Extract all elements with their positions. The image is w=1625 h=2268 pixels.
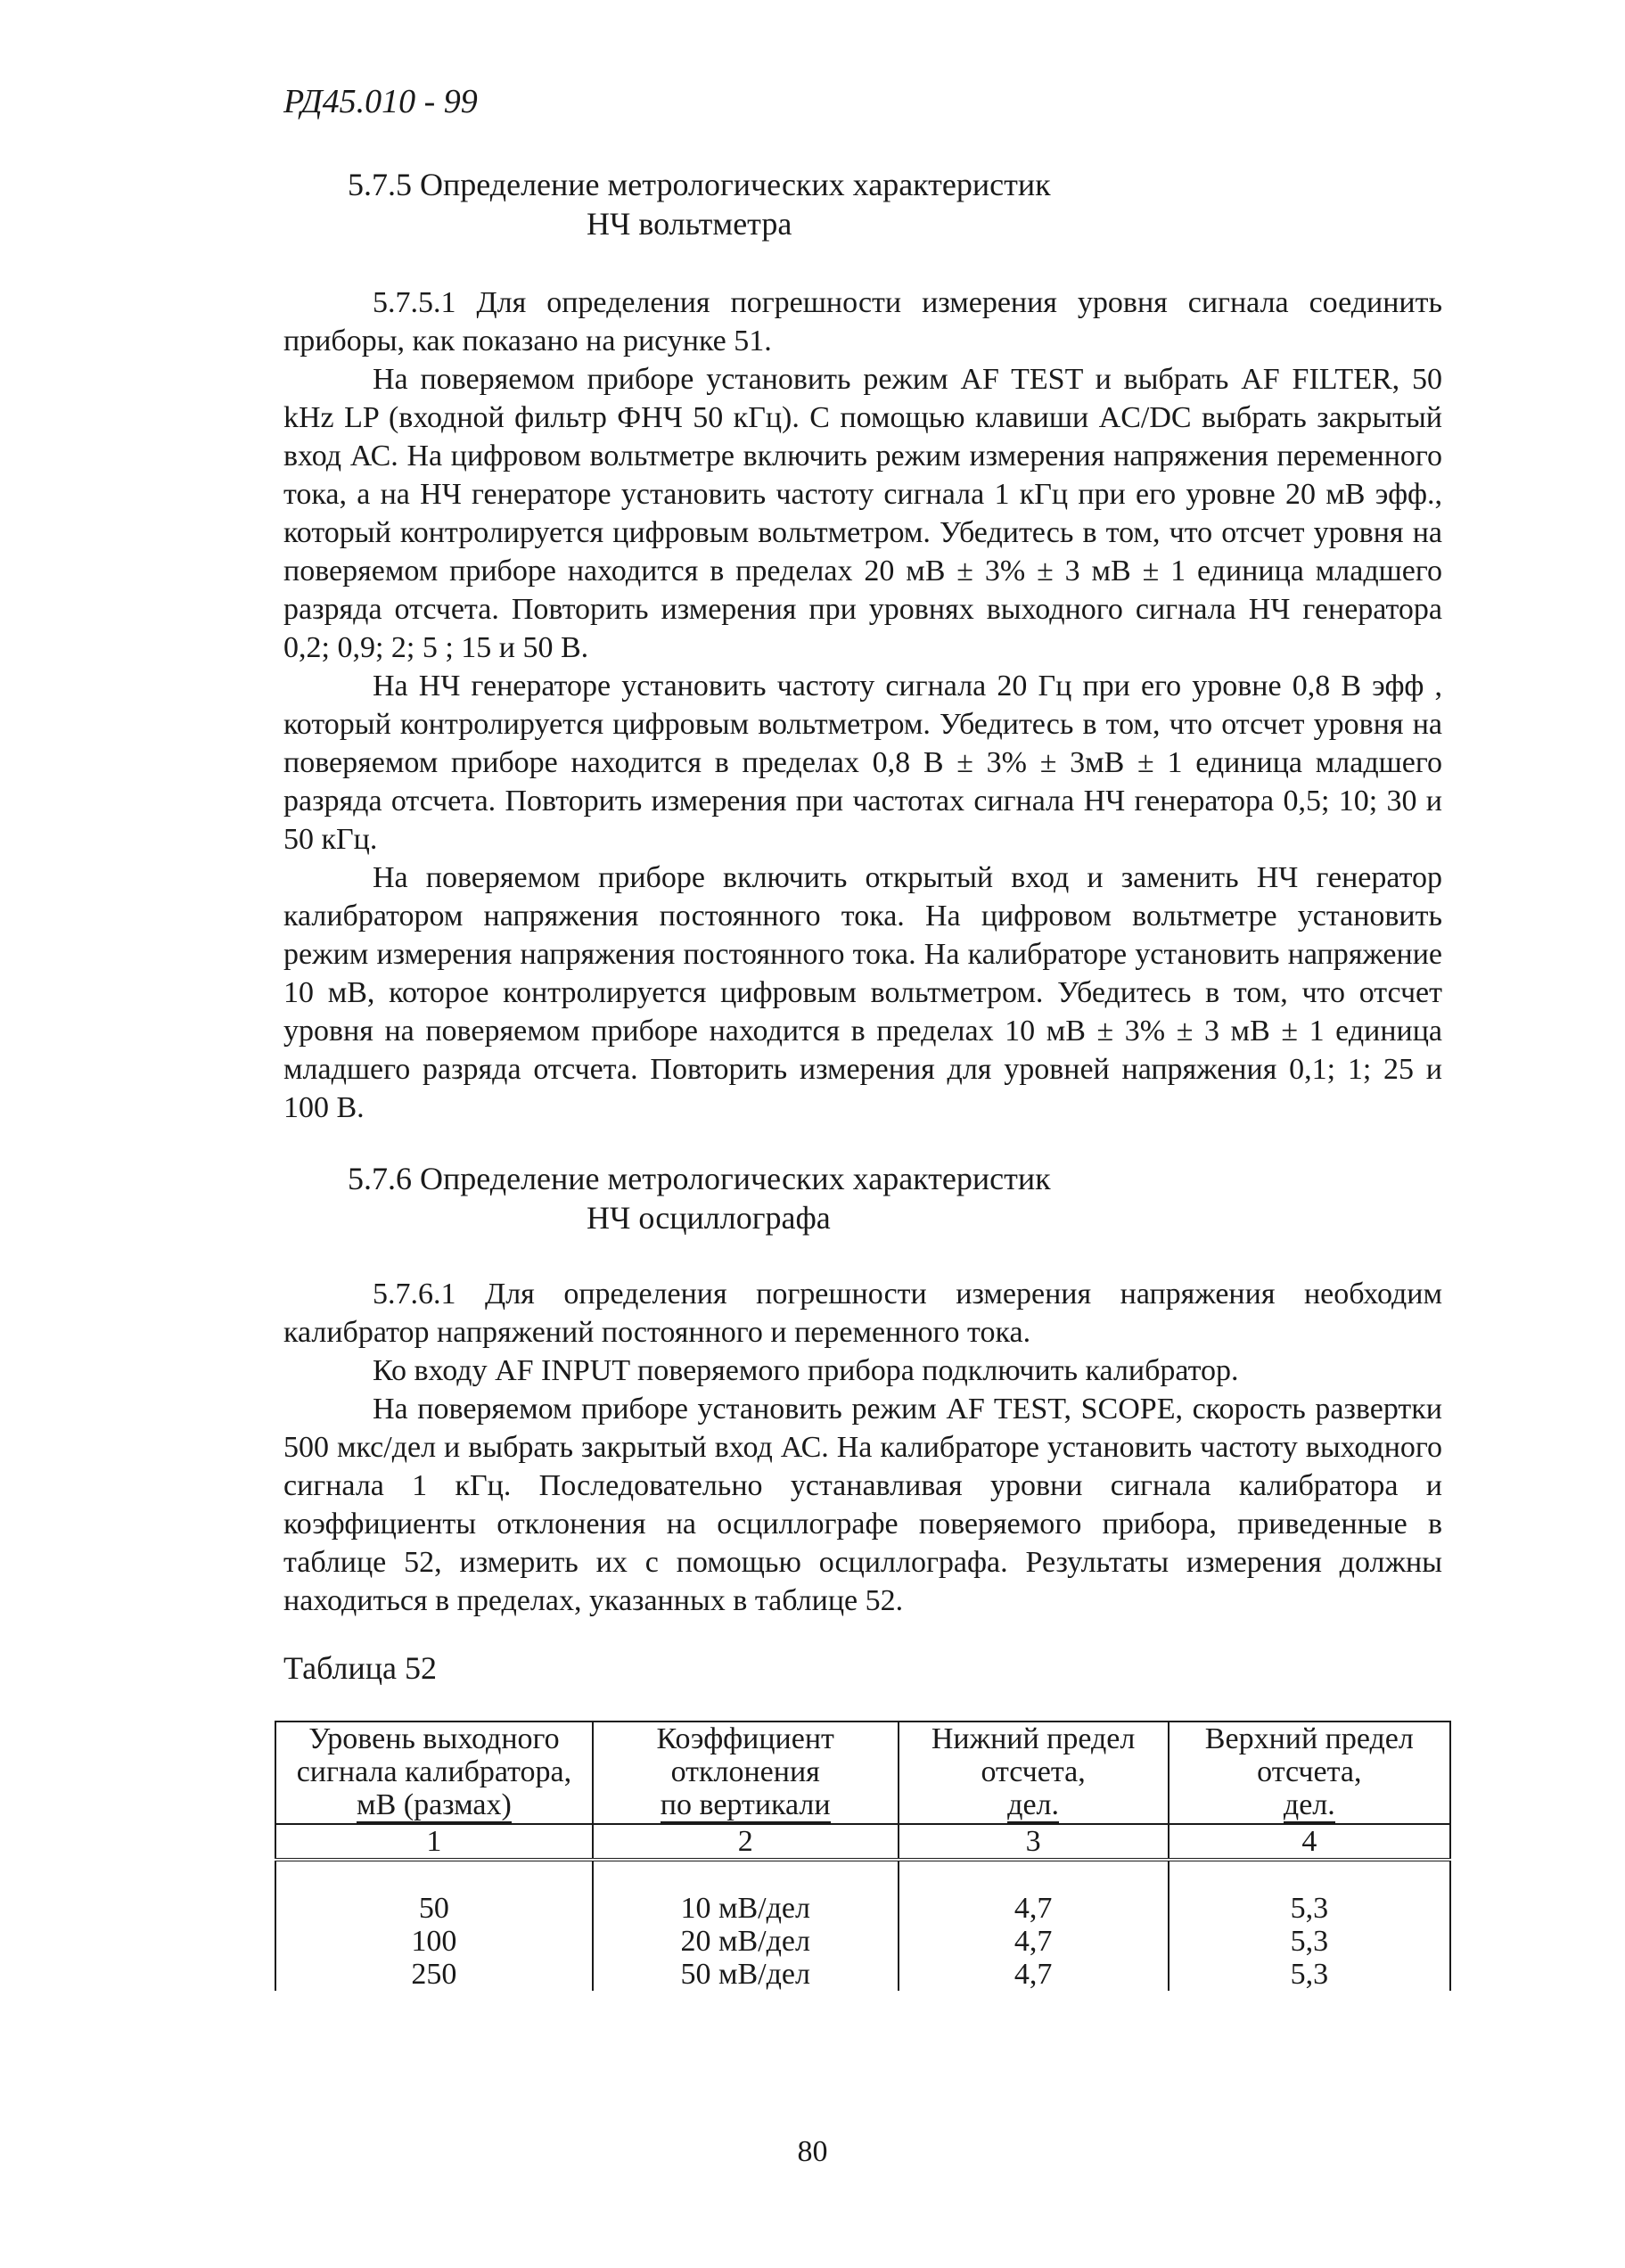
table-row (275, 1925, 1450, 1958)
table-cell: 5,3 (1169, 1958, 1450, 1991)
table-cell: 4,7 (899, 1925, 1169, 1958)
section-576-body (283, 1275, 1442, 1620)
table-cell: 20 мВ/дел (593, 1925, 899, 1958)
paragraph: 5.7.6.1 Для определения погрешности измерения напряжения необходим калибратор напряжений постоянного и переменного тока. (283, 1278, 1442, 1349)
table-cell: 10 мВ/дел (593, 1860, 899, 1925)
table-cell: 50 мВ/дел (593, 1958, 899, 1991)
section-576-heading (348, 1159, 1051, 1237)
table-row (275, 1958, 1450, 1991)
column-number: 2 (593, 1824, 899, 1860)
paragraph: На НЧ генераторе установить частоту сигнала 20 Гц при его уровне 0,8 В эфф , который контролируется цифровым вольтметром. Убедитесь в том, что отсчет уровня на поверяемом приборе находится в пределах 0,8 В ± 3% ± 3мВ ± 1 единица младшего разряда отсчета. Повторить измерения при частотах сигнала НЧ генератора 0,5; 10; 30 и 50 кГц. (283, 670, 1442, 856)
table-row (275, 1860, 1450, 1925)
header-cell: Уровень выходного сигнала калибратора, мВ (размах) (275, 1722, 593, 1824)
section-575-heading (348, 165, 1051, 243)
table-cell: 4,7 (899, 1958, 1169, 1991)
paragraph: На поверяемом приборе включить открытый вход и заменить НЧ генератор калибратором напряжения постоянного тока. На цифровом вольтметре установить режим измерения напряжения постоянного тока. На калибраторе установить напряжение 10 мВ, которое контролируется цифровым вольтметром. Убедитесь в том, что отсчет уровня на поверяемом приборе находится в пределах 10 мВ ± 3% ± 3 мВ ± 1 единица младшего разряда отсчета. Повторить измерения для уровней напряжения 0,1; 1; 25 и 100 В. (283, 861, 1442, 1124)
paragraph: На поверяемом приборе установить режим AF TEST и выбрать AF FILTER, 50 kHz LP (входной фильтр ФНЧ 50 кГц). С помощью клавиши AC/DC выбрать закрытый вход АС. На цифровом вольтметре включить режим измерения напряжения переменного тока, а на НЧ генераторе установить частоту сигнала 1 кГц при его уровне 20 мВ эфф., который контролируется цифровым вольтметром. Убедитесь в том, что отсчет уровня на поверяемом приборе находится в пределах 20 мВ ± 3% ± 3 мВ ± 1 единица младшего разряда отсчета. Повторить измерения при уровнях выходного сигнала НЧ генератора 0,2; 0,9; 2; 5 ; 15 и 50 В. (283, 363, 1442, 664)
paragraph: На поверяемом приборе установить режим AF TEST, SCOPE, скорость развертки 500 мкс/дел и выбрать закрытый вход АС. На калибраторе установить частоту выходного сигнала 1 кГц. Последовательно устанавливая уровни сигнала калибратора и коэффициенты отклонения на осциллографе поверяемого прибора, приведенные в таблице 52, измерить их с помощью осциллографа. Результаты измерения должны находиться в пределах, указанных в таблице 52. (283, 1393, 1442, 1617)
table-cell: 4,7 (899, 1860, 1169, 1925)
section-575-body (283, 284, 1442, 1127)
table-cell: 100 (275, 1925, 593, 1958)
table-cell: 250 (275, 1958, 593, 1991)
table-cell: 5,3 (1169, 1860, 1450, 1925)
header-cell: Нижний предел отсчета, дел. (899, 1722, 1169, 1824)
section-576-title: 5.7.6 Определение метрологических характеристик (348, 1161, 1051, 1196)
section-576-subtitle: НЧ осциллографа (587, 1200, 831, 1236)
page-number: 80 (797, 2135, 828, 2168)
table-cell: 50 (275, 1860, 593, 1925)
table-caption: Таблица 52 (283, 1650, 437, 1686)
column-number: 3 (899, 1824, 1169, 1860)
column-number-row (275, 1824, 1450, 1860)
table-cell: 5,3 (1169, 1925, 1450, 1958)
header-cell: Коэффициент отклонения по вертикали (593, 1722, 899, 1824)
table-header-row (275, 1722, 1450, 1824)
header-cell: Верхний предел отсчета, дел. (1169, 1722, 1450, 1824)
table-52 (275, 1721, 1451, 1991)
paragraph: 5.7.5.1 Для определения погрешности измерения уровня сигнала соединить приборы, как показано на рисунке 51. (283, 286, 1442, 357)
section-575-subtitle: НЧ вольтметра (587, 206, 792, 242)
document-code: РД45.010 - 99 (283, 83, 478, 120)
column-number: 4 (1169, 1824, 1450, 1860)
section-575-title: 5.7.5 Определение метрологических характеристик (348, 167, 1051, 202)
column-number: 1 (275, 1824, 593, 1860)
paragraph: Ко входу AF INPUT поверяемого прибора подключить калибратор. (373, 1354, 1239, 1387)
